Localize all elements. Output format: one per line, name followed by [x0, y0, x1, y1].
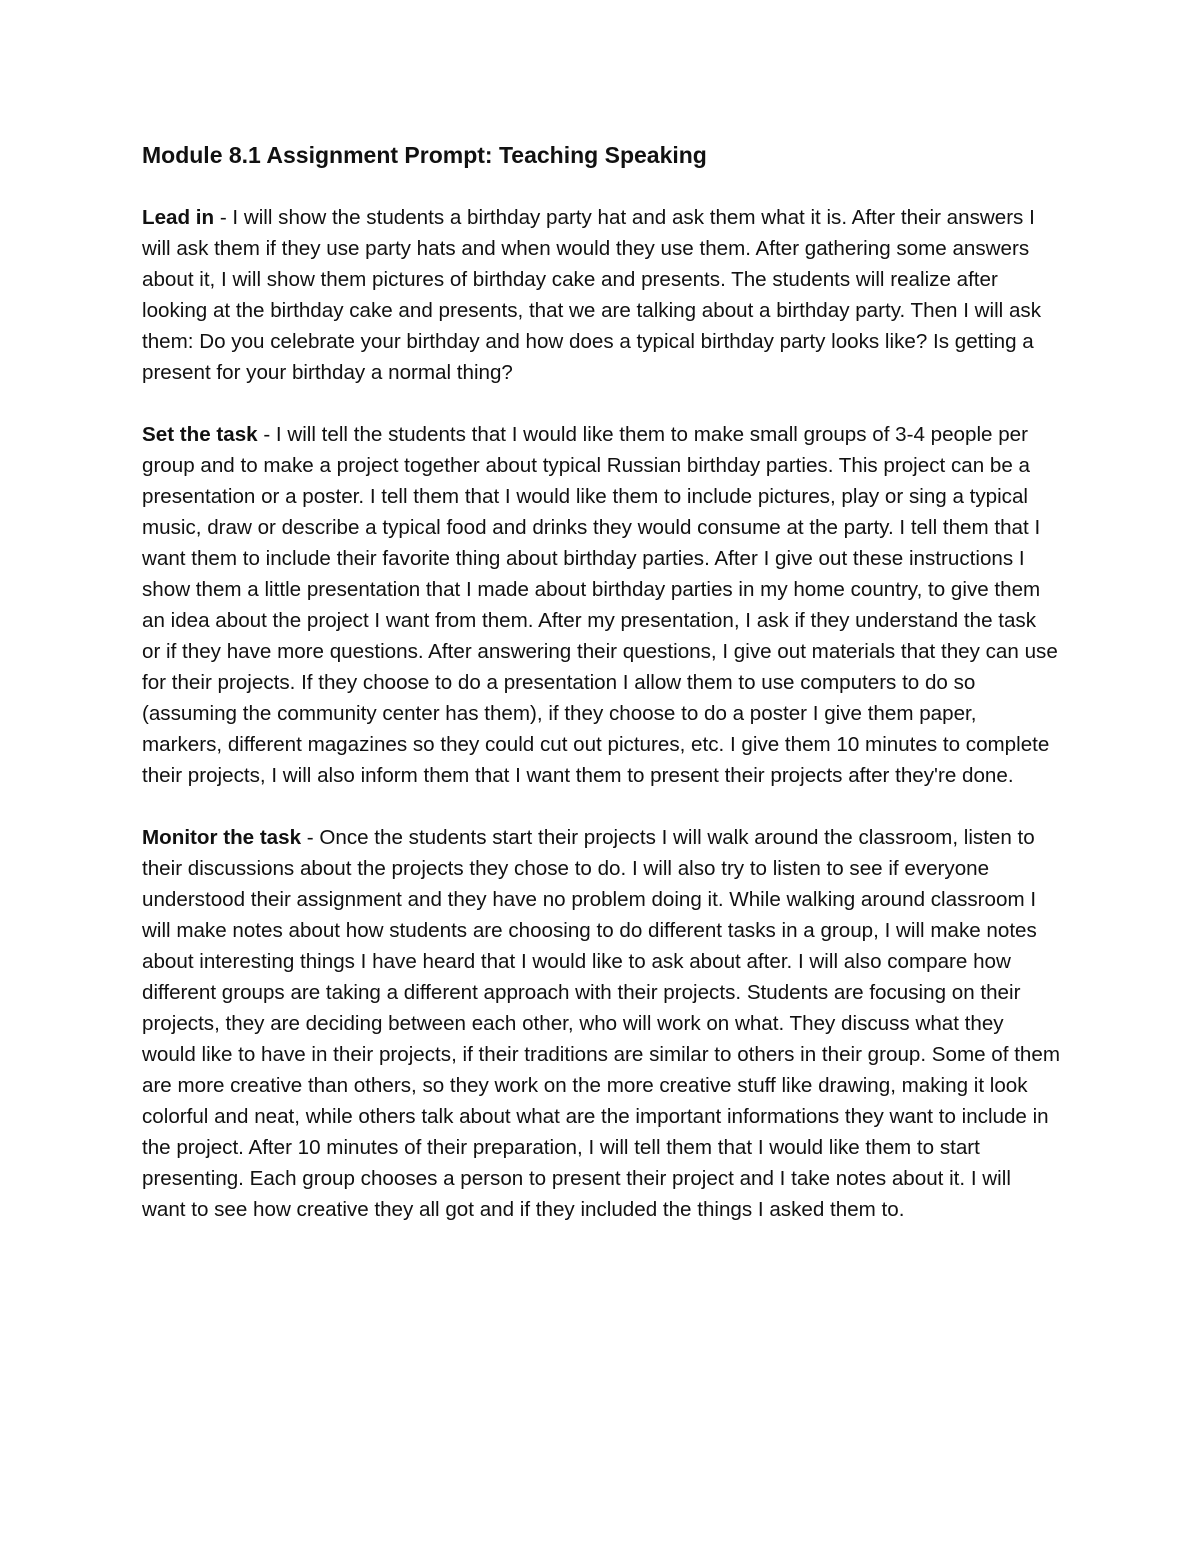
section-label: Lead in — [142, 206, 215, 229]
section-label: Monitor the task — [142, 826, 302, 849]
section-text: - I will show the students a birthday party hat and ask them what it is. After their answers I will ask them if they use party hats and when would they use them. After gathering some answers about it, I will show them pictures of birthday cake and presents. The students will realize after looking at the birthday cake and presents, that we are talking about a birthday party. Then I will ask them: Do you celebrate your birthday and how does a typical birthday party looks like? Is getting a present for your birthday a normal thing? — [142, 206, 1042, 384]
section-set-the-task — [142, 419, 1060, 791]
page-title: Module 8.1 Assignment Prompt: Teaching Speaking — [142, 142, 707, 168]
section-text: - I will tell the students that I would like them to make small groups of 3-4 people per group and to make a project together about typical Russian birthday parties. This project can be a presentation or a poster. I tell them that I would like them to include pictures, play or sing a typical music, draw or describe a typical food and drinks they would consume at the party. I tell them that I want them to include their favorite thing about birthday parties. After I give out these instructions I show them a little presentation that I made about birthday parties in my home country, to give them an idea about the project I want from them. After my presentation, I ask if they understand the task or if they have more questions. After answering their questions, I give out materials that they can use for their projects. If they choose to do a presentation I allow them to use computers to do so (assuming the community center has them), if they choose to do a poster I give them paper, markers, different magazines so they could cut out pictures, etc. I give them 10 minutes to complete their projects, I will also inform them that I want them to present their projects after they're done. — [142, 423, 1058, 787]
section-monitor-the-task — [142, 822, 1060, 1225]
section-lead-in — [142, 202, 1060, 388]
section-text: - Once the students start their projects I will walk around the classroom, listen to their discussions about the projects they chose to do. I will also try to listen to see if everyone understood their assignment and they have no problem doing it. While walking around classroom I will make notes about how students are choosing to do different tasks in a group, I will make notes about interesting things I have heard that I would like to ask about after. I will also compare how different groups are taking a different approach with their projects. Students are focusing on their projects, they are deciding between each other, who will work on what. They discuss what they would like to have in their projects, if their traditions are similar to others in their group. Some of them are more creative than others, so they work on the more creative stuff like drawing, making it look colorful and neat, while others talk about what are the important informations they want to include in the project. After 10 minutes of their preparation, I will tell them that I would like them to start presenting. Each group chooses a person to present their project and I take notes about it. I will want to see how creative they all got and if they included the things I asked them to. — [142, 826, 1060, 1221]
section-label: Set the task — [142, 423, 258, 446]
document-body — [142, 140, 1060, 1256]
